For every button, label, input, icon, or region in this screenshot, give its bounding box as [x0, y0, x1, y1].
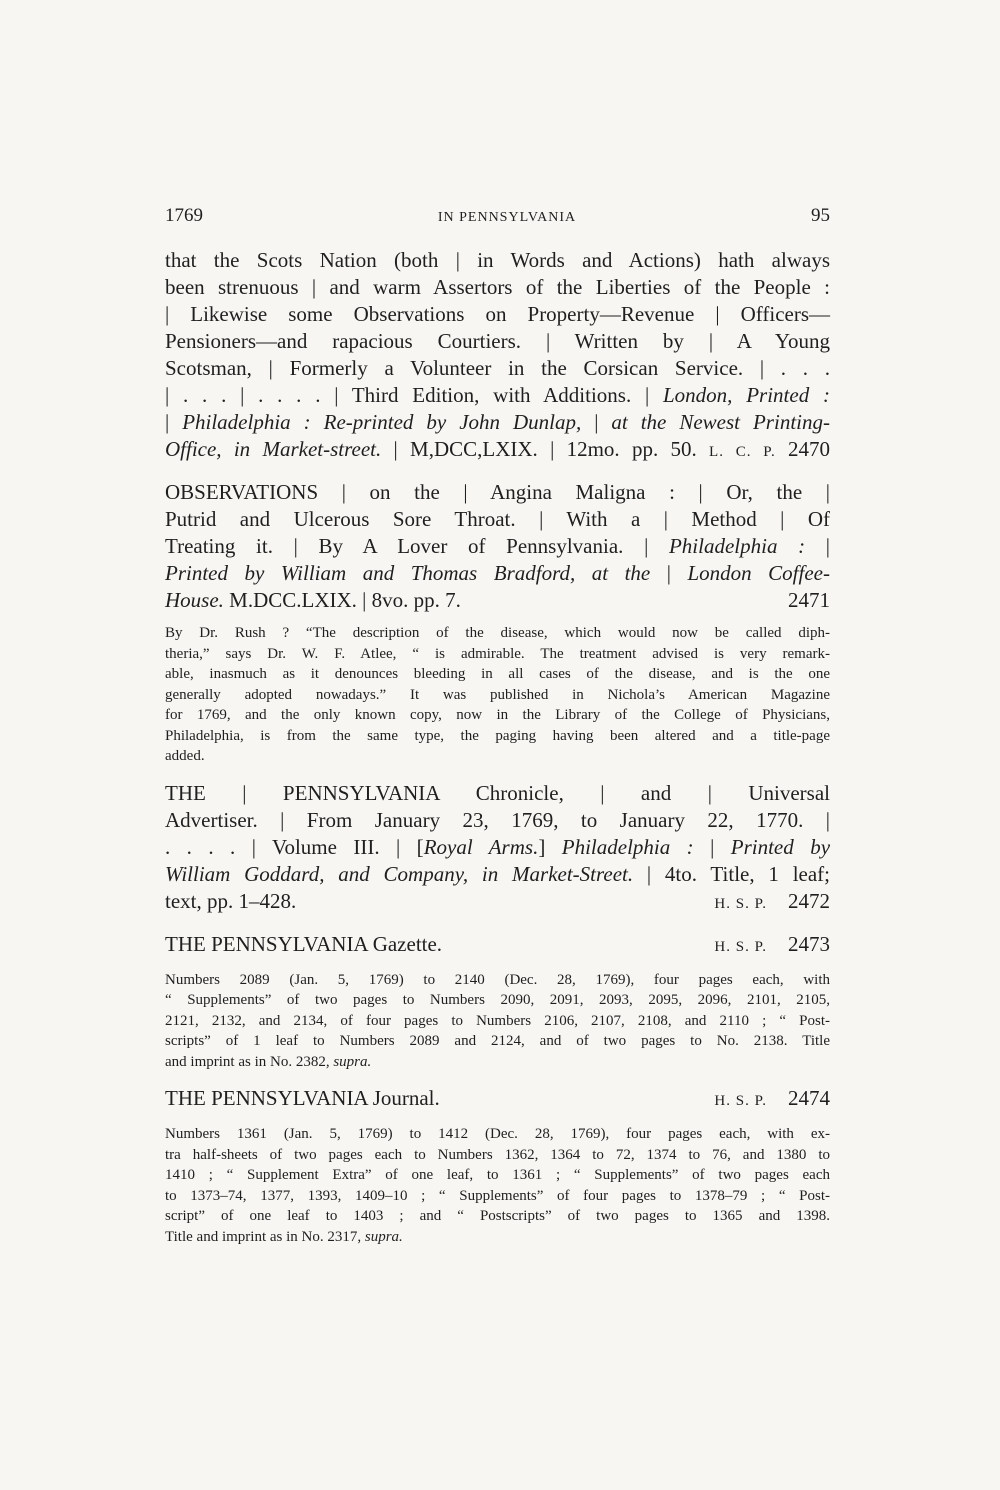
library-abbrev: L. C. P.	[709, 444, 776, 460]
entry-line	[165, 587, 830, 614]
entry-title: THE PENNSYLVANIA Gazette.	[165, 931, 443, 956]
entry-number: 2472	[788, 888, 830, 913]
entry-line	[165, 931, 830, 961]
entry-line: Scotsman, | Formerly a Volunteer in the Corsican Service. | . . .	[165, 356, 830, 380]
entry-italic-text: Printed by	[730, 834, 831, 859]
library-abbrev: H. S. P.	[714, 938, 767, 955]
entry-2471	[165, 479, 830, 614]
note-line: scripts” of 1 leaf to Numbers 2089 and 2124, and of two pages to No. 2138. Title	[165, 1033, 830, 1049]
entry-number: 2471	[788, 588, 830, 612]
entry-line	[165, 436, 830, 466]
entry-number: 2470	[775, 437, 831, 461]
entry-text: M.DCC.LXIX. | 8vo. pp. 7.	[223, 588, 461, 612]
entry-line	[165, 382, 830, 409]
note-line	[165, 1227, 830, 1248]
note-line: theria,” says Dr. W. F. Atlee, “ is admirable. The treatment advised is very remark-	[165, 645, 830, 662]
entry-text: text, pp. 1–428.	[165, 888, 297, 913]
entry-italic-text: Philadelphia :	[668, 534, 806, 558]
entry-line: that the Scots Nation (both | in Words and Actions) hath always	[165, 248, 830, 272]
entry-line	[165, 1085, 830, 1115]
note-line: for 1769, and the only known copy, now in the Library of the College of Physicians,	[165, 707, 830, 723]
note-line: 1410 ; “ Supplement Extra” of one leaf, to 1361 ; “ Supplements” of two pages each	[165, 1167, 830, 1183]
entry-line: Pensioners—and rapacious Courtiers. | Written by | A Young	[165, 329, 830, 353]
note-line: to 1373–74, 1377, 1393, 1409–10 ; “ Supplements” of four pages to 1378–79 ; “ Post-	[165, 1187, 830, 1204]
entry-text: |	[650, 561, 688, 585]
entry-2474	[165, 1085, 830, 1115]
note-line: able, inasmuch as it denounces bleeding in all cases of the disease, and is the one	[165, 666, 830, 682]
entry-line	[165, 861, 830, 888]
entry-text: | M,DCC,LXIX. | 12mo. pp. 50.	[381, 437, 710, 461]
entry-italic-text: London Coffee-	[687, 561, 830, 585]
entry-italic-text: at the Newest Printing-	[611, 410, 830, 434]
note-line: Numbers 1361 (Jan. 5, 1769) to 1412 (Dec. 28, 1769), four pages each, with ex-	[165, 1126, 830, 1142]
entry-text: |	[805, 534, 830, 558]
entry-line: been strenuous | and warm Assertors of the Liberties of the People :	[165, 275, 830, 299]
entry-2474-note	[165, 1124, 830, 1247]
entry-line: THE | PENNSYLVANIA Chronicle, | and | Universal	[165, 780, 830, 805]
running-head-year: 1769	[165, 205, 203, 226]
entry-line	[165, 888, 830, 918]
entry-italic-text: London, Printed :	[663, 383, 830, 407]
running-head	[165, 205, 830, 227]
entry-2473	[165, 931, 830, 961]
entry-text: . . . . | Volume III. | [	[165, 834, 424, 859]
entry-line: OBSERVATIONS | on the | Angina Maligna : | Or, the |	[165, 480, 830, 504]
entry-italic-text: House.	[165, 588, 224, 612]
note-line: tra half-sheets of two pages each to Numbers 1362, 1364 to 72, 1374 to 76, and 1380 to	[165, 1146, 830, 1163]
page-number: 95	[810, 205, 830, 226]
entry-line: Putrid and Ulcerous Sore Throat. | With a | Method | Of	[165, 507, 830, 531]
entry-italic-text: Printed by William and Thomas Bradford, at the	[165, 561, 651, 585]
entry-title: THE PENNSYLVANIA Journal.	[165, 1086, 440, 1110]
note-line: added.	[165, 748, 205, 764]
entry-line	[165, 409, 830, 436]
entry-line: | Likewise some Observations on Property—Revenue | Officers—	[165, 302, 830, 326]
entry-2471-note	[165, 623, 830, 767]
note-italic-text: supra.	[364, 1228, 403, 1245]
note-italic-text: supra.	[333, 1053, 372, 1070]
entry-italic-text: Royal Arms.	[423, 834, 539, 859]
note-line: 2121, 2132, and 2134, of four pages to Numbers 2106, 2107, 2108, and 2110 ; “ Post-	[165, 1012, 830, 1029]
running-head-title: IN PENNSYLVANIA	[437, 210, 577, 225]
entry-text: Treating it. | By A Lover of Pennsylvania. |	[165, 534, 669, 558]
library-abbrev: H. S. P.	[714, 895, 767, 912]
note-line: By Dr. Rush ? “The description of the disease, which would now be called diph-	[165, 625, 830, 641]
library-abbrev: H. S. P.	[714, 1093, 767, 1109]
note-text: Title and imprint as in No. 2317,	[165, 1228, 365, 1245]
entry-italic-text: Philadelphia : Re-printed by John Dunlap,	[182, 410, 582, 434]
note-line	[165, 1052, 830, 1073]
entry-line	[165, 533, 830, 560]
entry-italic-text: William Goddard, and Company, in Market-Street.	[165, 861, 634, 886]
note-text: and imprint as in No. 2382,	[165, 1053, 334, 1070]
entry-text: |	[581, 410, 612, 434]
entry-number: 2473	[788, 931, 830, 956]
entry-text: |	[693, 834, 731, 859]
note-line: Philadelphia, is from the same type, the paging having been altered and a title-page	[165, 727, 830, 744]
entry-2470	[165, 247, 830, 466]
entry-text: | 4to. Title, 1 leaf;	[633, 861, 830, 886]
entry-text: ]	[538, 834, 562, 859]
note-line: Numbers 2089 (Jan. 5, 1769) to 2140 (Dec. 28, 1769), four pages each, with	[165, 971, 830, 988]
note-line: script” of one leaf to 1403 ; and “ Postscripts” of two pages to 1365 and 1398.	[165, 1208, 830, 1224]
entry-number: 2474	[788, 1086, 830, 1110]
book-page	[165, 205, 830, 1247]
entry-line: Advertiser. | From January 23, 1769, to January 22, 1770. |	[165, 807, 830, 832]
entry-line	[165, 560, 830, 587]
entry-italic-text: Philadelphia :	[561, 834, 694, 859]
entry-text: |	[165, 410, 183, 434]
entry-italic-text: Office, in Market-street.	[165, 437, 382, 461]
entry-text: | . . . | . . . . | Third Edition, with Additions. |	[165, 383, 663, 407]
entry-2472	[165, 780, 830, 918]
note-line: generally adopted nowadays.” It was published in Nichola’s American Magazine	[165, 686, 830, 703]
entry-line	[165, 834, 830, 861]
entry-2473-note	[165, 970, 830, 1073]
note-line: “ Supplements” of two pages to Numbers 2090, 2091, 2093, 2095, 2096, 2101, 2105,	[165, 992, 830, 1008]
